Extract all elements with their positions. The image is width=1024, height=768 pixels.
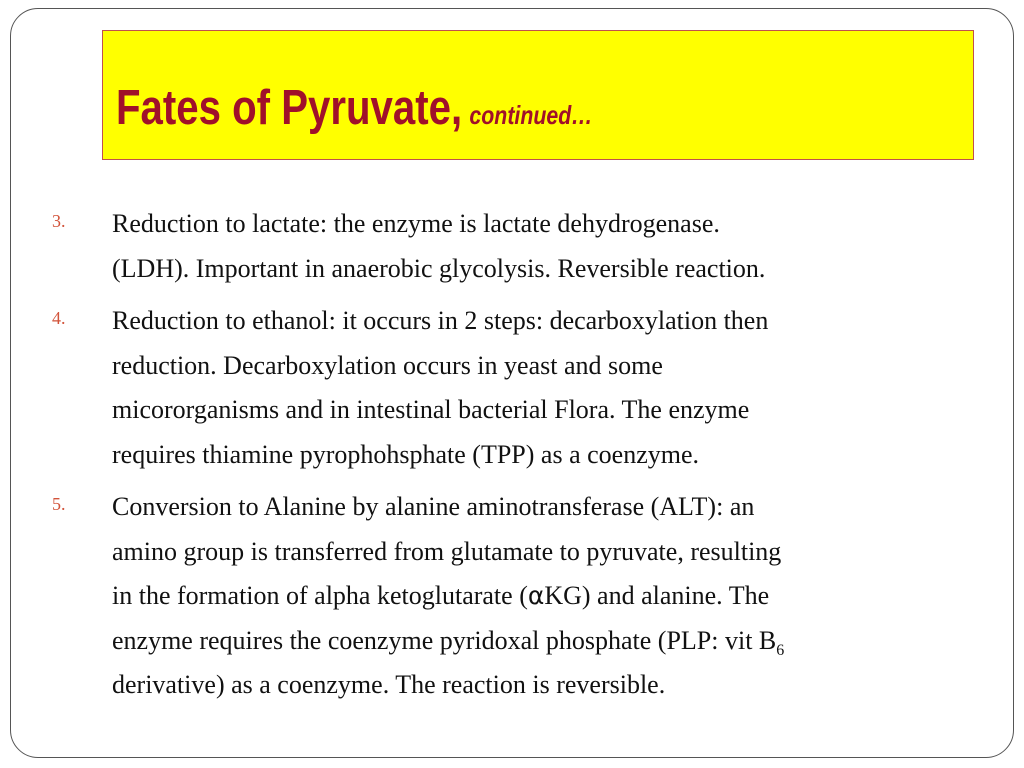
text-line: reduction. Decarboxylation occurs in yeast and some (112, 350, 663, 380)
list-item-text (112, 202, 992, 291)
list-number: 5. (52, 494, 66, 514)
subscript: 6 (776, 641, 785, 659)
text-line: (LDH). Important in anaerobic glycolysis. Reversible reaction. (112, 253, 766, 283)
list-item-text (112, 299, 992, 477)
text-line: Reduction to ethanol: it occurs in 2 steps: decarboxylation then (112, 306, 769, 335)
list-number: 3. (52, 211, 66, 231)
text-line (112, 619, 992, 664)
text-line: amino group is transferred from glutamate to pyruvate, resulting (112, 536, 782, 566)
text-line: Conversion to Alanine by alanine aminotransferase (ALT): an (112, 492, 755, 521)
alpha-symbol: α (527, 581, 545, 610)
text-line: Reduction to lactate: the enzyme is lactate dehydrogenase. (112, 209, 720, 238)
text-segment: KG) and alanine. The (544, 581, 770, 610)
title-continued: continued… (469, 100, 593, 130)
text-segment: in the formation of alpha ketoglutarate ( (112, 581, 528, 610)
list-number: 4. (52, 308, 66, 328)
text-line (112, 574, 992, 619)
text-line: requires thiamine pyrophohsphate (TPP) as a coenzyme. (112, 439, 699, 469)
text-segment: enzyme requires the coenzyme pyridoxal phosphate (PLP: vit B (112, 625, 777, 655)
list-item-text (112, 485, 992, 708)
text-line: derivative) as a coenzyme. The reaction is reversible. (112, 670, 666, 699)
text-line: micororganisms and in intestinal bacterial Flora. The enzyme (112, 395, 750, 424)
title-main: Fates of Pyruvate, (116, 81, 463, 135)
